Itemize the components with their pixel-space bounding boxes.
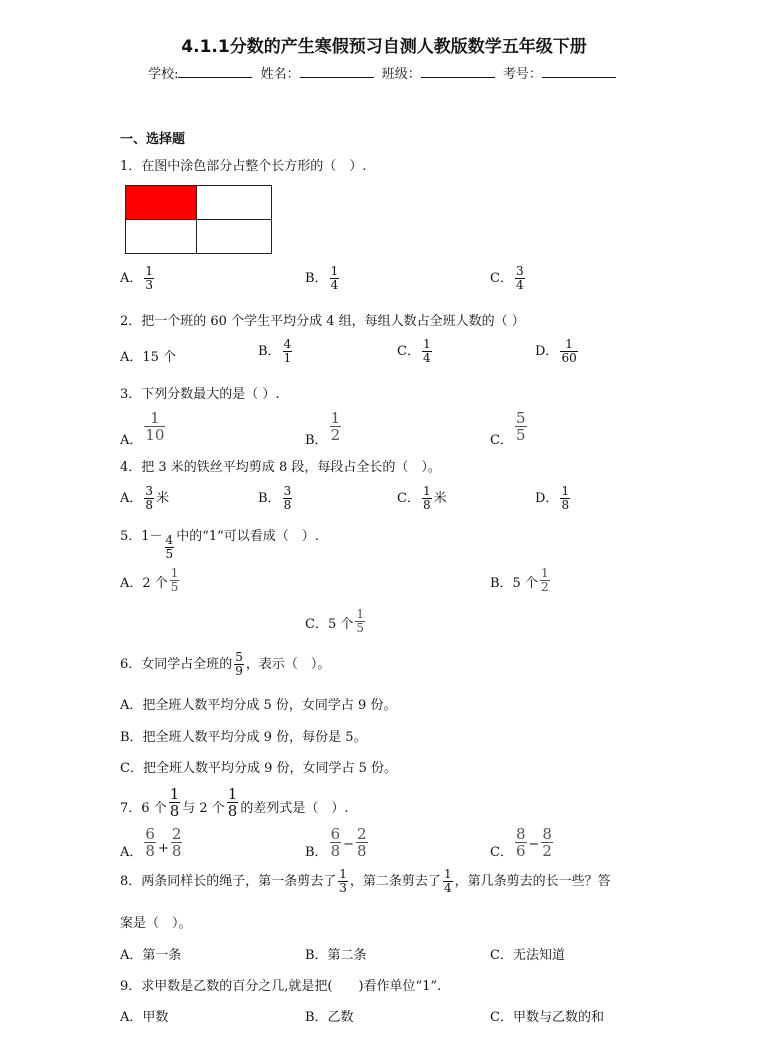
- option-label: A．: [120, 491, 143, 506]
- q8-text: ，第几条剪去的长一些？答: [454, 874, 611, 889]
- numerator: 1: [145, 264, 154, 278]
- numerator: 1: [356, 607, 364, 621]
- numerator: 6: [145, 825, 155, 843]
- q3-option-b[interactable]: [305, 410, 343, 448]
- denominator: 4: [422, 351, 431, 365]
- denominator: 5: [356, 621, 364, 635]
- class-label: 班级：: [381, 67, 421, 82]
- q3-option-c[interactable]: [490, 410, 529, 448]
- q7-text: 与 2 个: [182, 801, 225, 816]
- denominator: 5: [165, 547, 174, 561]
- q7-option-a[interactable]: [120, 826, 184, 860]
- numerator: 1: [227, 785, 238, 803]
- denominator: 3: [339, 881, 347, 895]
- q6-option-b[interactable]: B．把全班人数平均分成 9 份，每份是 5。: [120, 730, 367, 745]
- q1-cell: [197, 186, 271, 220]
- option-label: A．: [120, 845, 143, 860]
- q3-option-a[interactable]: [120, 410, 167, 448]
- denominator: 8: [422, 498, 431, 512]
- q1-cell: [197, 220, 271, 253]
- q6-stem: [120, 651, 330, 678]
- fraction: [422, 338, 432, 365]
- q8-stem: [120, 868, 611, 895]
- q3-stem: 3．下列分数最大的是（ ）.: [120, 387, 280, 402]
- fraction: [165, 534, 175, 561]
- fraction: [355, 608, 365, 635]
- fraction: [227, 786, 239, 819]
- denominator: 2: [540, 580, 549, 594]
- q8-text: ，第二条剪去了: [349, 874, 441, 889]
- fraction: [283, 338, 293, 365]
- denominator: 8: [330, 842, 341, 860]
- exam-no-blank[interactable]: [542, 65, 616, 78]
- denominator: 10: [145, 426, 165, 444]
- q5-prefix: 5．1－: [120, 529, 163, 544]
- q7-option-b[interactable]: [305, 826, 370, 860]
- fraction: [443, 868, 453, 895]
- class-blank[interactable]: [421, 65, 495, 78]
- q8-stem-line2: 案是（ ）。: [120, 916, 192, 931]
- q9-stem: 9．求甲数是乙数的百分之几,就是把( )看作单位“1”.: [120, 979, 442, 994]
- q1-option-c[interactable]: [490, 265, 527, 292]
- option-label: A．: [120, 433, 143, 448]
- q2-stem: 2．把一个班的 60 个学生平均分成 4 组，每组人数占全班人数的（ ）: [120, 314, 525, 329]
- option-label: A．: [120, 271, 143, 286]
- denominator: 2: [542, 842, 552, 860]
- option-label: C．: [490, 845, 513, 860]
- option-label: B．: [258, 344, 281, 359]
- q4-option-d[interactable]: [535, 485, 572, 512]
- student-info-line: [0, 63, 768, 82]
- denominator: 5: [170, 580, 179, 594]
- q1-cell: [126, 220, 197, 253]
- operator: +: [157, 841, 169, 856]
- option-label: D．: [535, 344, 559, 359]
- option-label: B．: [305, 845, 328, 860]
- q1-stem: 1．在图中涂色部分占整个长方形的（ ）.: [120, 159, 367, 174]
- numerator: 8: [515, 825, 526, 843]
- fraction: [540, 567, 550, 594]
- q6-prefix: 6．女同学占全班的: [120, 657, 233, 672]
- denominator: 8: [283, 498, 292, 512]
- fraction: [356, 826, 368, 859]
- numerator: 1: [422, 337, 431, 351]
- unit: 米: [433, 491, 447, 506]
- numerator: 1: [169, 785, 180, 803]
- q8-text: 8．两条同样长的绳子，第一条剪去了: [120, 874, 337, 889]
- denominator: 1: [283, 351, 292, 365]
- numerator: 1: [540, 566, 549, 580]
- denominator: 4: [443, 881, 452, 895]
- q4-stem: 4．把 3 米的铁丝平均剪成 8 段，每段占全长的（ ）。: [120, 460, 441, 475]
- denominator: 8: [171, 842, 182, 860]
- numerator: 4: [165, 533, 174, 547]
- fraction: [330, 410, 342, 443]
- fraction: [560, 338, 577, 365]
- numerator: 3: [515, 264, 524, 278]
- numerator: 1: [330, 409, 341, 427]
- fraction: [515, 265, 525, 292]
- denominator: 5: [515, 426, 526, 444]
- option-label: C．: [490, 271, 513, 286]
- fraction: [560, 485, 570, 512]
- q1-shaded-cell: [126, 186, 197, 220]
- fraction: [169, 786, 181, 819]
- q4-option-a[interactable]: [120, 485, 169, 512]
- fraction: [338, 868, 348, 895]
- numerator: 1: [330, 264, 339, 278]
- q5-option-a[interactable]: [120, 567, 181, 594]
- q5-suffix: 中的“1”可以看成（ ）.: [176, 529, 319, 544]
- option-label: C．5 个: [305, 617, 354, 632]
- numerator: 6: [330, 825, 341, 843]
- numerator: 2: [357, 825, 367, 843]
- q9-option-b[interactable]: B．乙数: [305, 1010, 354, 1025]
- option-label: B．: [258, 491, 281, 506]
- fraction: [171, 826, 183, 859]
- q7-text: 的差列式是（ ）.: [240, 801, 349, 816]
- numerator: 4: [283, 337, 292, 351]
- denominator: 8: [357, 842, 367, 860]
- fraction: [144, 265, 154, 292]
- option-label: C．: [490, 433, 513, 448]
- denominator: 8: [145, 498, 154, 512]
- q7-option-c[interactable]: [490, 826, 555, 860]
- numerator: 1: [561, 484, 570, 498]
- denominator: 2: [330, 426, 341, 444]
- q6-option-c[interactable]: C．把全班人数平均分成 9 份，女同学占 5 份。: [120, 761, 398, 776]
- q2-option-c[interactable]: [397, 338, 434, 365]
- exam-no-label: 考号：: [502, 67, 542, 82]
- section-title: 一、选择题: [120, 132, 186, 147]
- numerator: 3: [283, 484, 292, 498]
- denominator: 8: [169, 802, 180, 820]
- fraction: [330, 826, 342, 859]
- q8-option-a[interactable]: A．第一条: [120, 948, 182, 963]
- option-label: B．: [305, 271, 328, 286]
- denominator: 8: [145, 842, 155, 860]
- denominator: 60: [561, 351, 577, 365]
- fraction: [422, 485, 432, 512]
- q4-option-c[interactable]: [397, 485, 447, 512]
- q6-option-a[interactable]: A．把全班人数平均分成 5 份，女同学占 9 份。: [120, 698, 397, 713]
- q4-option-b[interactable]: [258, 485, 294, 512]
- unit: 米: [156, 491, 170, 506]
- name-label: 姓名：: [260, 67, 300, 82]
- option-label: D．: [535, 491, 559, 506]
- q1-option-b[interactable]: [305, 265, 341, 292]
- q5-stem: [120, 525, 319, 561]
- numerator: 3: [145, 484, 154, 498]
- q8-option-b[interactable]: B．第二条: [305, 948, 367, 963]
- denominator: 8: [561, 498, 570, 512]
- q6-suffix: ，表示（ ）。: [245, 657, 331, 672]
- fraction: [515, 826, 527, 859]
- fraction: [283, 485, 293, 512]
- numerator: 1: [150, 409, 160, 427]
- fraction: [330, 265, 340, 292]
- fraction: [234, 651, 244, 678]
- q8-option-c[interactable]: C．无法知道: [490, 948, 565, 963]
- numerator: 1: [422, 484, 431, 498]
- option-label: C．: [397, 491, 420, 506]
- denominator: 3: [145, 278, 154, 292]
- q5-option-c[interactable]: [305, 608, 367, 635]
- numerator: 5: [235, 650, 243, 664]
- option-label: B．: [305, 433, 328, 448]
- numerator: 1: [339, 867, 347, 881]
- q9-option-c[interactable]: C．甲数与乙数的和: [490, 1010, 604, 1025]
- operator: −: [343, 837, 355, 852]
- school-blank[interactable]: [178, 65, 252, 78]
- option-label: A．2 个: [120, 576, 168, 591]
- numerator: 1: [443, 867, 452, 881]
- numerator: 1: [170, 566, 179, 580]
- denominator: 4: [515, 278, 524, 292]
- q9-option-a[interactable]: A．甲数: [120, 1010, 169, 1025]
- fraction: [170, 567, 180, 594]
- fraction: [515, 410, 527, 443]
- q7-text: 7．6 个: [120, 801, 167, 816]
- denominator: 9: [235, 664, 243, 678]
- fraction: [144, 485, 154, 512]
- q2-option-b[interactable]: [258, 338, 294, 365]
- option-label: B．5 个: [490, 576, 538, 591]
- name-blank[interactable]: [300, 65, 374, 78]
- q1-rectangle-figure: [125, 185, 272, 254]
- fraction: [144, 826, 156, 859]
- numerator: 5: [515, 409, 526, 427]
- denominator: 6: [515, 842, 526, 860]
- page-title: 4.1.1分数的产生寒假预习自测人教版数学五年级下册: [181, 37, 587, 57]
- denominator: 4: [330, 278, 339, 292]
- fraction: [144, 410, 165, 443]
- numerator: 8: [542, 825, 552, 843]
- option-label: C．: [397, 344, 420, 359]
- q7-stem: [120, 786, 348, 819]
- school-label: 学校:: [148, 67, 179, 82]
- q2-option-d[interactable]: [535, 338, 580, 365]
- q1-option-a[interactable]: [120, 265, 156, 292]
- denominator: 8: [227, 802, 238, 820]
- numerator: 1: [565, 337, 573, 351]
- q5-option-b[interactable]: [490, 567, 552, 594]
- operator: −: [528, 837, 540, 852]
- numerator: 2: [171, 825, 182, 843]
- q2-option-a[interactable]: A．15 个: [120, 350, 177, 365]
- fraction: [541, 826, 553, 859]
